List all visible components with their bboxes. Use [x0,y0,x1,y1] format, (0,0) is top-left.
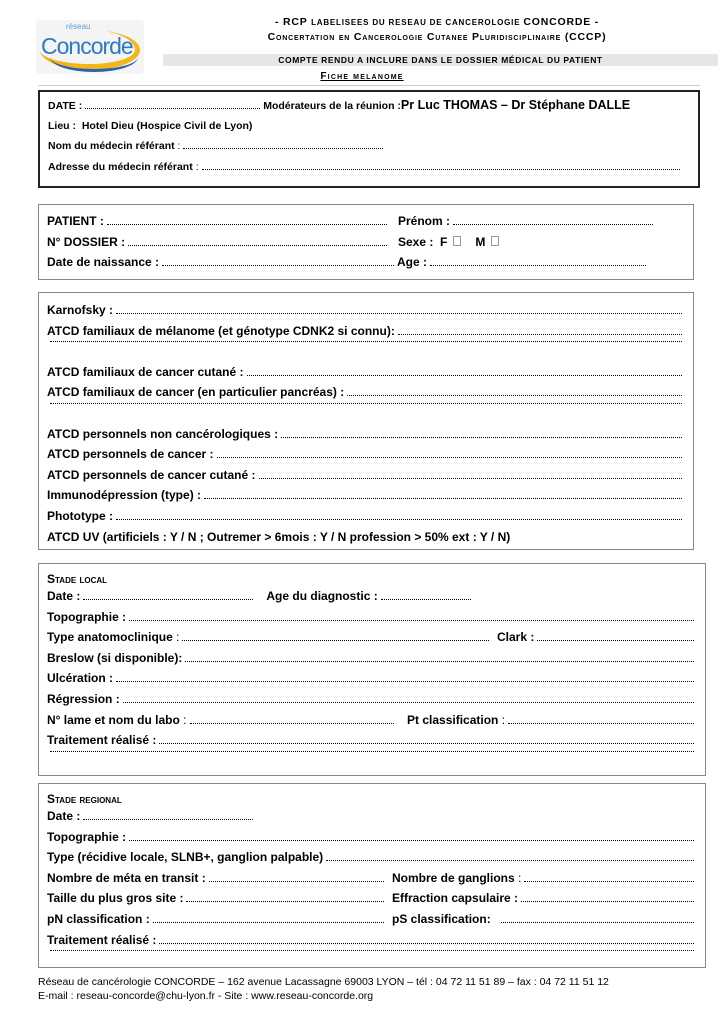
referent-address-field[interactable] [202,169,680,170]
capsular-effraction-label: Effraction capsulaire : [392,891,519,906]
regional-date-field[interactable] [83,819,253,820]
regional-type-field[interactable] [326,860,694,861]
clark-field[interactable] [537,640,694,641]
regional-date-label: Date : [47,809,81,823]
breslow-field[interactable] [185,661,694,662]
sexe-label: Sexe : [398,234,434,249]
date-label: DATE : [48,100,83,112]
lab-slide-field[interactable] [190,723,395,724]
footer-contact: E-mail : reseau-concorde@chu-lyon.fr - Site : www.reseau-concorde.org [38,990,374,1002]
lieu-value: Hotel Dieu (Hospice Civil de Lyon) [81,119,253,132]
local-topography-label: Topographie : [47,609,127,624]
history-label: ATCD personnels de cancer cutané : [47,467,256,482]
prenom-field[interactable] [453,224,653,225]
history-field[interactable] [50,341,682,342]
history-row [47,300,685,321]
regional-treatment-field-2[interactable] [50,950,694,951]
local-treatment-label: Traitement réalisé : [47,733,157,748]
anatomoclinical-type-label: Type anatomoclinique [47,630,173,645]
history-field[interactable] [259,478,683,479]
history-field[interactable] [247,375,683,376]
patient-field[interactable] [107,224,387,225]
history-box [38,292,694,550]
lieu-label: Lieu : [48,119,76,132]
capsular-effraction-field[interactable] [521,901,694,902]
history-field[interactable] [116,313,682,314]
patient-box [38,204,694,280]
regional-treatment-field[interactable] [159,943,694,944]
header-line-1: - RCP LABELISEES DU RESEAU DE CANCEROLOGIE CONCORDE - [274,16,600,28]
referent-name-field[interactable] [183,148,383,149]
referent-name-label: Nom du médecin référant [48,140,175,152]
diagnosis-age-label: Age du diagnostic : [266,589,378,603]
regional-treatment-label: Traitement réalisé : [47,932,157,947]
patient-label: PATIENT : [47,214,104,228]
diagnosis-age-field[interactable] [381,599,471,600]
ulceration-field[interactable] [116,681,694,682]
age-field[interactable] [430,265,646,266]
history-row [47,506,685,527]
anatomoclinical-type-field[interactable] [182,640,489,641]
history-field[interactable] [204,498,682,499]
history-row [47,382,685,403]
clark-label: Clark : [497,630,535,645]
history-row [47,485,685,506]
history-label: ATCD personnels non cancérologiques : [47,426,279,441]
history-row [47,341,685,362]
history-row [47,424,685,445]
regression-field[interactable] [123,702,694,703]
lab-slide-label: N° lame et nom du labo [47,712,180,727]
history-row [47,465,685,486]
logo-small-text: réseau [66,22,91,31]
local-stage-box: Stade local Date : Age du diagnostic : Topographie : Type anatomoclinique : Clark : Breslow (si disponible): Ulcération : Régression : N° lame et nom du labo : Pt classification : Traitement réalisé : [38,563,706,776]
header-line-2: Concertation en Cancerologie Cutanee Pluridisciplinaire (CCCP) [267,31,607,43]
history-field[interactable] [50,403,682,404]
ulceration-label: Ulcération : [47,671,114,686]
history-field[interactable] [398,334,682,335]
sexe-f-checkbox[interactable] [453,236,461,246]
header-band: COMPTE RENDU A INCLURE DANS LE DOSSIER MÉDICAL DU PATIENT [163,54,718,66]
history-field[interactable] [347,395,682,396]
concorde-logo [36,20,144,74]
history-label: Karnofsky : [47,303,114,317]
local-topography-field[interactable] [129,620,694,621]
regional-topography-field[interactable] [129,840,694,841]
date-field[interactable] [85,108,260,109]
birthdate-field[interactable] [162,265,394,266]
regional-stage-title: Stade regional [47,792,122,806]
history-label: ATCD personnels de cancer : [47,447,214,462]
history-field[interactable] [217,457,683,458]
largest-site-label: Taille du plus gros site : [47,891,184,906]
ps-classification-label: pS classification: [392,911,491,926]
local-stage-title: Stade local [47,572,108,586]
ps-classification-field[interactable] [501,922,694,923]
logo-text: Concorde [41,33,133,59]
dossier-field[interactable] [128,245,387,246]
uv-history: ATCD UV (artificiels : Y / N ; Outremer > 6mois : Y / N profession > 50% ext : Y / N) [47,529,511,544]
history-label: ATCD familiaux de mélanome (et génotype CDNK2 si connu): [47,323,395,338]
local-treatment-field[interactable] [159,743,694,744]
age-label: Age : [397,255,427,270]
sexe-f-label: F [440,234,448,249]
transit-metastases-field[interactable] [209,881,384,882]
ganglions-count-field[interactable] [524,881,694,882]
local-date-label: Date : [47,589,81,603]
regional-topography-label: Topographie : [47,829,127,844]
footer-address: Réseau de cancérologie CONCORDE – 162 avenue Lacassagne 69003 LYON – tél : 04 72 11 51 89 – fax : 04 72 11 51 12 [38,976,609,988]
transit-metastases-label: Nombre de méta en transit : [47,870,206,885]
ganglions-count-label: Nombre de ganglions [392,870,515,885]
history-row [47,403,685,424]
sexe-m-checkbox[interactable] [491,236,499,246]
regional-stage-box: Stade regional Date : Topographie : Type (récidive locale, SLNB+, ganglion palpable) Nombre de méta en transit : Nombre de ganglions : Taille du plus gros site : Effraction capsulaire : pN classification : pS classification: Traitement réalisé : [38,783,706,968]
pt-classification-label: Pt classification [407,712,499,727]
regional-type-label: Type (récidive locale, SLNB+, ganglion palpable) [47,850,324,865]
pt-classification-field[interactable] [508,723,694,724]
history-label: Immunodépression (type) : [47,488,202,503]
largest-site-field[interactable] [186,901,384,902]
history-row [47,321,685,342]
prenom-label: Prénom : [398,214,451,228]
dossier-label: N° DOSSIER : [47,234,126,249]
history-field[interactable] [116,519,682,520]
breslow-label: Breslow (si disponible): [47,650,183,665]
divider [38,85,700,86]
history-label: Phototype : [47,508,113,523]
moderators-label: Modérateurs de la réunion : [263,100,401,112]
meeting-box: DATE : Modérateurs de la réunion : Pr Luc THOMAS – Dr Stéphane DALLE Lieu : Hotel Dieu (Hospice Civil de Lyon) Nom du médecin référant : Adresse du médecin référant : [38,90,700,188]
regression-label: Régression : [47,691,120,706]
local-date-field[interactable] [83,599,253,600]
history-label: ATCD familiaux de cancer cutané : [47,364,244,379]
footer [38,975,609,1003]
page-title: Fiche melanome [320,71,404,82]
birthdate-label: Date de naissance : [47,255,160,270]
pn-classification-field[interactable] [153,922,384,923]
history-row [47,444,685,465]
history-field[interactable] [281,437,682,438]
local-treatment-field-2[interactable] [50,751,694,752]
moderators: Pr Luc THOMAS – Dr Stéphane DALLE [400,98,631,112]
referent-address-label: Adresse du médecin référant [48,160,193,173]
pn-classification-label: pN classification : [47,911,150,926]
history-label: ATCD familiaux de cancer (en particulier pancréas) : [47,385,345,400]
sexe-m-label: M [475,234,486,249]
history-row [47,362,685,383]
